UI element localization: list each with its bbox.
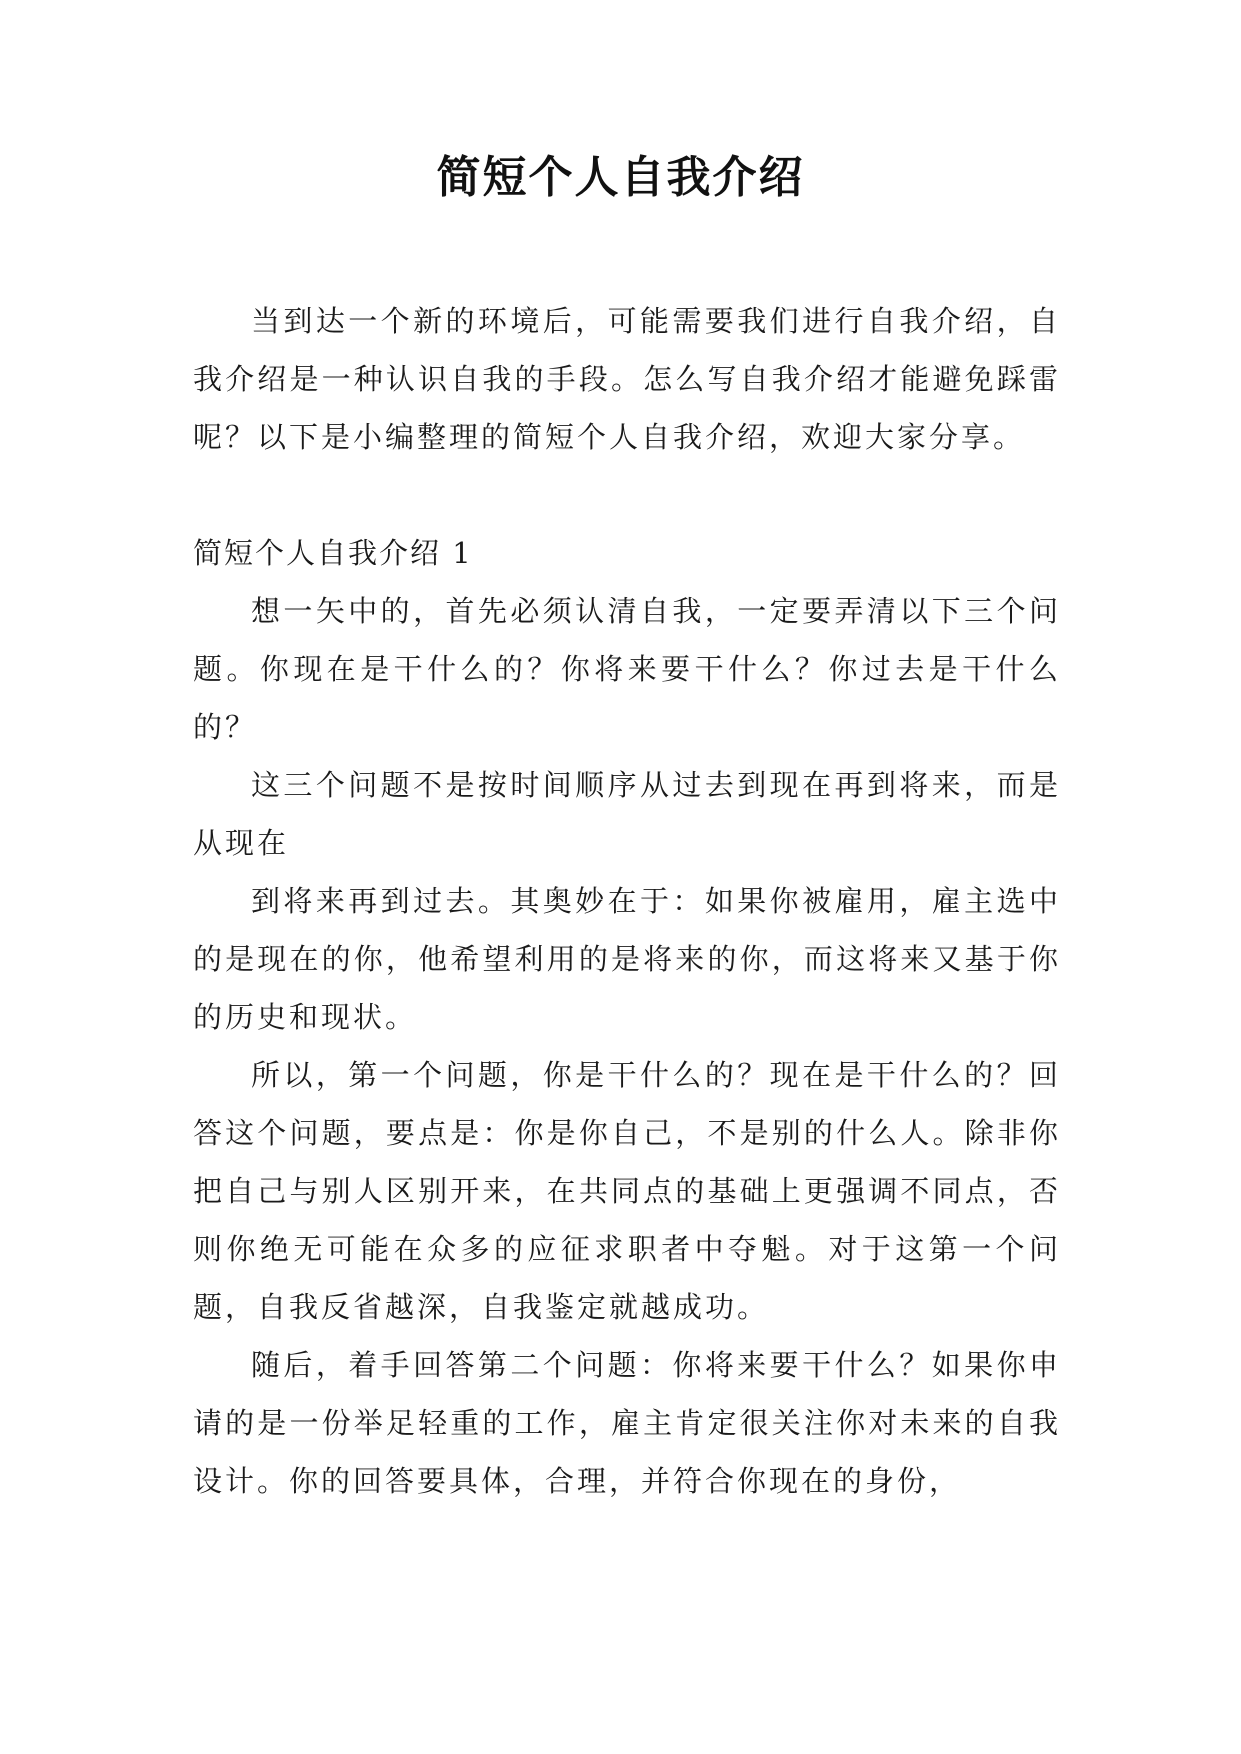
section-heading: 简短个人自我介绍 1 [193,536,473,570]
document-title: 简短个人自我介绍 [436,152,805,203]
intro-paragraph: 当到达一个新的环境后，可能需要我们进行自我介绍，自我介绍是一种认识自我的手段。怎么写自我介绍才能避免踩雷呢？以下是小编整理的简短个人自我介绍，欢迎大家分享。 [193,304,1061,454]
body-paragraph: 到将来再到过去。其奥妙在于：如果你被雇用，雇主选中的是现在的你，他希望利用的是将来的你，而这将来又基于你的历史和现状。 [193,884,1061,1034]
body-paragraph: 随后，着手回答第二个问题：你将来要干什么？如果你申请的是一份举足轻重的工作，雇主肯定很关注你对未来的自我设计。你的回答要具体，合理，并符合你现在的身份， [193,1348,1061,1498]
body-paragraph: 所以，第一个问题，你是干什么的？现在是干什么的？回答这个问题，要点是：你是你自己，不是别的什么人。除非你把自己与别人区别开来，在共同点的基础上更强调不同点，否则你绝无可能在众多的应征求职者中夺魁。对于这第一个问题，自我反省越深，自我鉴定就越成功。 [193,1058,1061,1324]
document-body [193,292,1061,1510]
body-paragraph: 这三个问题不是按时间顺序从过去到现在再到将来，而是从现在 [193,768,1061,860]
body-paragraph: 想一矢中的，首先必须认清自我，一定要弄清以下三个问题。你现在是干什么的？你将来要干什么？你过去是干什么的？ [193,594,1061,744]
